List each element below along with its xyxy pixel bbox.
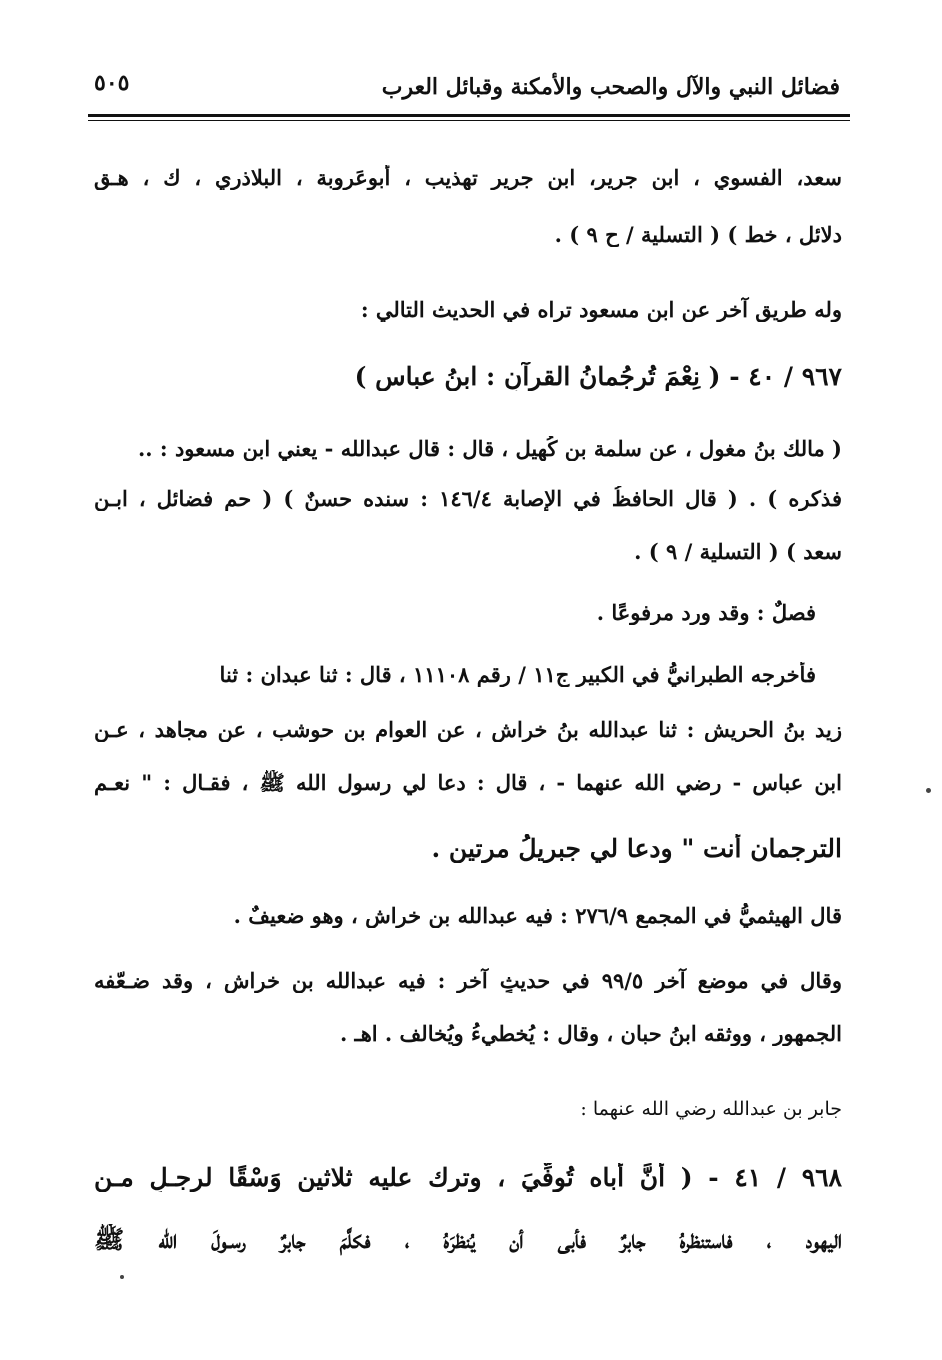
hadith-967-heading: ٩٦٧ / ٤٠ - ( نِعْمَ تُرجُمانُ القرآنِ : ابنُ عباسٍ ) <box>354 362 842 391</box>
text-line-1: سعد، الفسوي ، ابن جرير، ابن جرير تهذيب ، أبوعَروبة ، البلاذري ، ك ، هـق <box>94 165 842 190</box>
text-line-9: فأخرجه الطبرانيُّ في الكبير ج١١ / رقم ١١١٠٨ ، قال : ثنا عبدان : ثنا <box>219 662 816 687</box>
hadith-968-line-2: اليهود ، فاستنظرهُ جابرٌ فأبى أن يُنظرَهُ ، فكلَّمَ جابرٌ رسـولَ الله ﷺ <box>94 1225 842 1254</box>
text-line-2: دلائل ، خط ) ( التسلية / ح ٩ ) . <box>554 222 842 247</box>
text-line-15: الجمهور ، ووثقه ابنُ حبان ، وقال : يُخطيءُ ويُخالف . اهـ . <box>339 1021 842 1046</box>
running-header <box>88 62 850 112</box>
scan-speck <box>120 1275 124 1279</box>
text-line-14: وقال في موضع آخر ٩٩/٥ في حديثٍ آخر : فيه عبدالله بن خراش ، وقد ضـعّفه <box>94 968 842 993</box>
text-line-11: ابن عباس - رضي الله عنهما - ، قال : دعا لي رسول الله ﷺ ، فقـال : " نعـم <box>94 770 842 795</box>
subsection-heading: جابر بن عبدالله رضي الله عنهما : <box>580 1098 842 1120</box>
section-note: فصلٌ : وقد ورد مرفوعًا . <box>596 600 816 625</box>
text-line-13: قال الهيثميُّ في المجمع ٢٧٦/٩ : فيه عبدالله بن خراش ، وهو ضعيفٌ . <box>233 903 842 928</box>
scan-speck <box>926 788 931 793</box>
header-rule-thick <box>88 114 850 117</box>
text-line-6: فذكره ) . ( قال الحافظُ في الإصابة ١٤٦/٤ : سنده حسنٌ ) ( حم فضائل ، ابـن <box>94 486 842 511</box>
text-line-7: سعد ) ( التسلية / ٩ ) . <box>634 539 842 564</box>
page-number: ٥٠٥ <box>94 70 130 96</box>
text-line-3: وله طريق آخر عن ابن مسعود تراه في الحديث التالي : <box>360 297 842 322</box>
text-line-5: ( مالك بنُ مغول ، عن سلمة بن كُهيل ، قال : قال عبدالله - يعني ابن مسعود : .. <box>137 436 842 461</box>
text-line-10: زيد بنُ الحريش : ثنا عبدالله بنُ خراش ، عن العوام بن حوشب ، عن مجاهد ، عـن <box>94 717 842 742</box>
header-rule-thin <box>88 120 850 121</box>
hadith-968-line-1: ٩٦٨ / ٤١ - ( أنَّ أباه تُوفِّيَ ، وترك عليه ثلاثين وَسْقًا لرجـلٍ مـن <box>94 1163 842 1192</box>
header-title: فضائل النبي والآل والصحب والأمكنة وقبائل العرب <box>381 74 840 100</box>
text-line-12: الترجمان أنت " ودعا لي جبريلُ مرتين . <box>431 834 842 863</box>
